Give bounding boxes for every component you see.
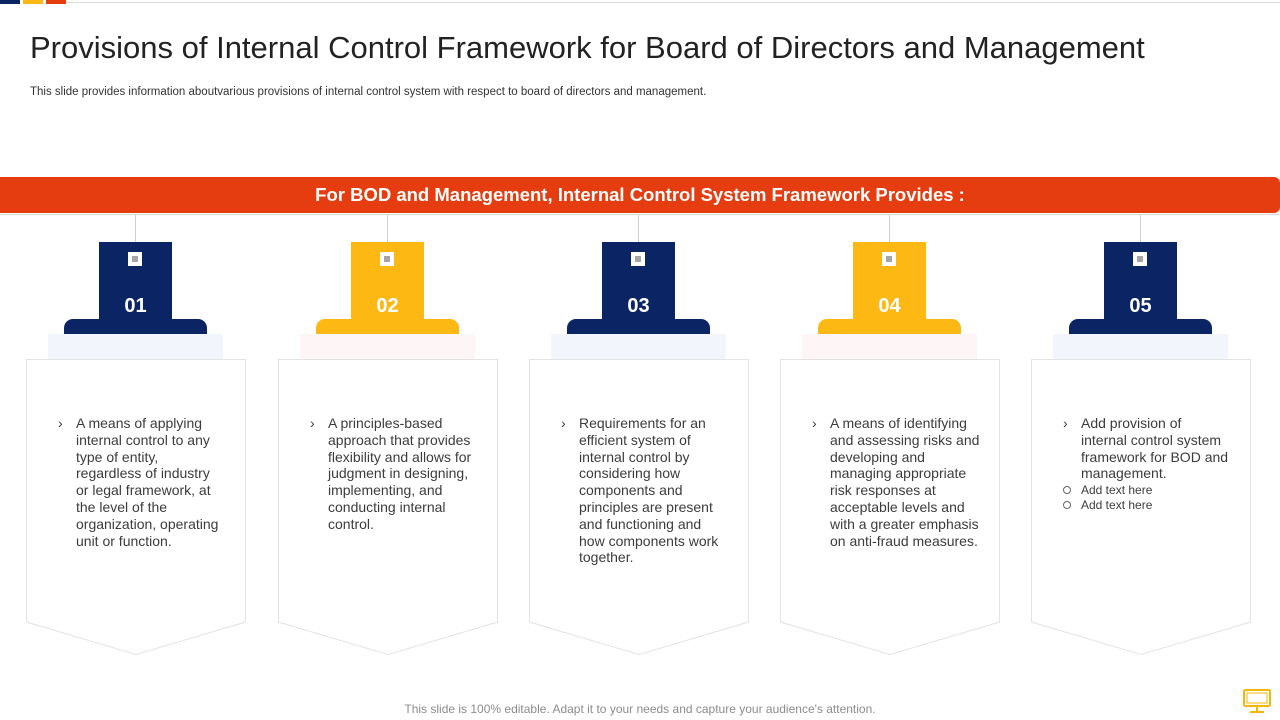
sub-item-text: Add text here bbox=[1081, 498, 1153, 513]
footer-note: This slide is 100% editable. Adapt it to your needs and capture your audience's attention. bbox=[404, 702, 876, 716]
accent-navy bbox=[0, 0, 20, 4]
accent-yellow bbox=[23, 0, 43, 4]
tab-base bbox=[64, 319, 207, 334]
chevron-right-icon: › bbox=[58, 415, 63, 431]
sub-item bbox=[1081, 483, 1231, 497]
accent-red bbox=[46, 0, 66, 4]
chevron-right-icon: › bbox=[310, 415, 315, 431]
provision-column bbox=[278, 215, 538, 665]
provision-text: Add provision of internal control system framework for BOD and management. bbox=[1081, 415, 1229, 482]
tab-base bbox=[316, 319, 459, 334]
provision-text-block bbox=[310, 415, 478, 533]
tag-hole-icon bbox=[882, 252, 896, 266]
chevron-right-icon: › bbox=[561, 415, 566, 431]
page-title: Provisions of Internal Control Framework for Board of Directors and Management bbox=[30, 30, 1145, 65]
banner-text: For BOD and Management, Internal Control System Framework Provides : bbox=[315, 184, 965, 205]
provision-column bbox=[1031, 215, 1280, 665]
monitor-icon bbox=[1242, 688, 1272, 714]
tag-hole-icon bbox=[380, 252, 394, 266]
top-divider bbox=[66, 2, 1280, 3]
provision-number: 04 bbox=[878, 295, 901, 317]
provision-text: A means of identifying and assessing risks and developing and managing appropriate risk responses at acceptable levels and with a greater emphasis on anti-fraud measures. bbox=[830, 415, 980, 549]
banner bbox=[0, 177, 1280, 213]
provision-text-block bbox=[561, 415, 729, 566]
provision-number: 03 bbox=[627, 295, 650, 317]
provision-column bbox=[529, 215, 789, 665]
tag-hole-icon bbox=[1133, 252, 1147, 266]
chevron-right-icon: › bbox=[1063, 415, 1068, 431]
provision-text: Requirements for an efficient system of internal control by considering how components and principles are present and functioning and how components work together. bbox=[579, 415, 719, 566]
tag-hole-icon bbox=[631, 252, 645, 266]
provision-text: A principles-based approach that provides flexibility and allows for judgment in designing, implementing, and conducting internal control. bbox=[328, 415, 472, 532]
sub-item bbox=[1081, 498, 1231, 512]
provision-text-block bbox=[1063, 415, 1231, 513]
tag-hole-icon bbox=[128, 252, 142, 266]
sub-item-text: Add text here bbox=[1081, 483, 1153, 498]
provision-text-block bbox=[812, 415, 980, 549]
tab-base bbox=[567, 319, 710, 334]
provision-number: 05 bbox=[1129, 295, 1152, 317]
tab-base bbox=[1069, 319, 1212, 334]
provision-number: 01 bbox=[124, 295, 147, 317]
provision-text-block bbox=[58, 415, 226, 549]
page-subtitle: This slide provides information aboutvarious provisions of internal control system with respect to board of directors and management. bbox=[30, 86, 707, 98]
provision-text: A means of applying internal control to any type of entity, regardless of industry or legal framework, at the level of the organization, operating unit or function. bbox=[76, 415, 219, 549]
tab-base bbox=[818, 319, 961, 334]
provision-column bbox=[26, 215, 286, 665]
provision-column bbox=[780, 215, 1040, 665]
provision-number: 02 bbox=[376, 295, 399, 317]
chevron-right-icon: › bbox=[812, 415, 817, 431]
